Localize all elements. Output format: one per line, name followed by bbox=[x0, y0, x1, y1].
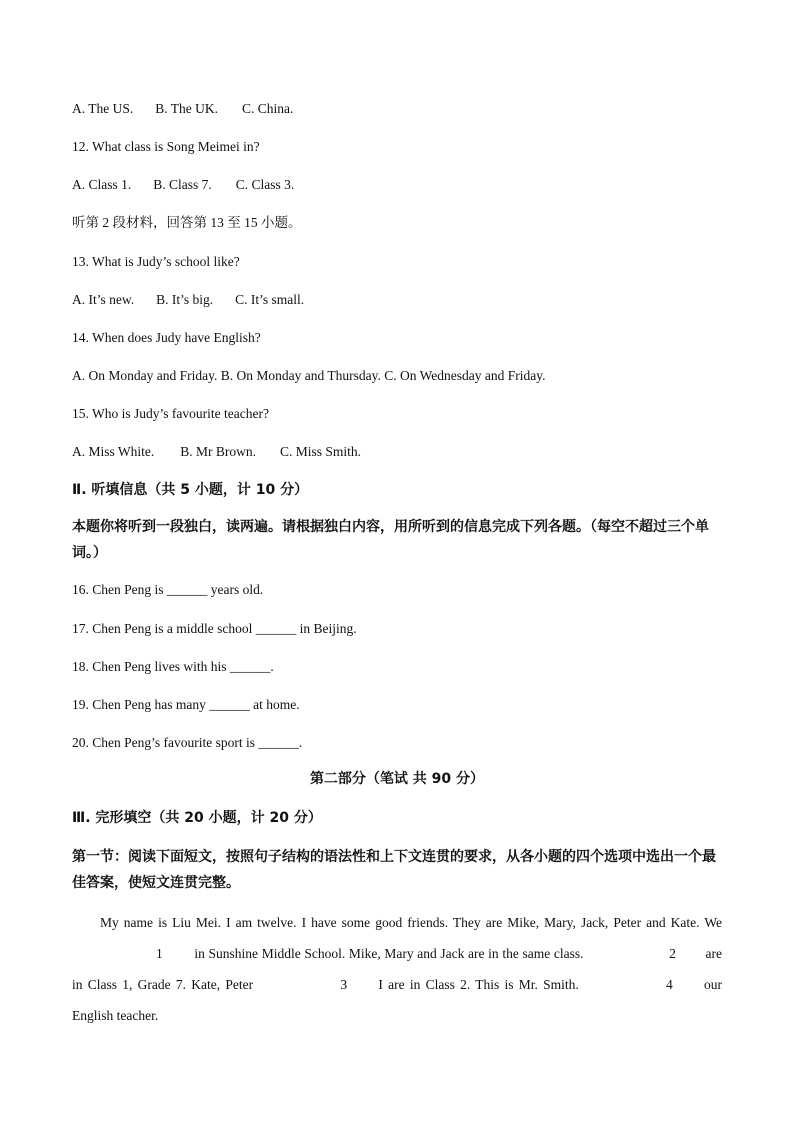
section2-instruction: 听第 2 段材料，回答第 13 至 15 小题。 bbox=[72, 215, 302, 230]
q12-options bbox=[72, 175, 722, 195]
q17-question: 17. Chen Peng is a middle school ______ in Beijing. bbox=[72, 621, 357, 636]
passage-text-1: My name is Liu Mei. I am twelve. I have some good friends. They are Mike, Mary, Jack, Peter and Kate. We bbox=[100, 915, 722, 930]
blank-4 bbox=[584, 969, 699, 1000]
cloze-passage bbox=[72, 907, 722, 1031]
q11-options bbox=[72, 99, 722, 119]
passage-text-4: I are in Class 2. This is Mr. Smith. bbox=[373, 977, 584, 992]
q15-question: 15. Who is Judy’s favourite teacher? bbox=[72, 406, 269, 421]
q15-option-a: A. Miss White. bbox=[72, 444, 155, 459]
q13-option-c: C. It’s small. bbox=[235, 292, 305, 307]
q13-options bbox=[72, 290, 722, 310]
blank-2-number: 2 bbox=[669, 946, 676, 961]
passage-text-5: our English teacher. bbox=[72, 977, 722, 1023]
part2-heading: Ⅱ. 听填信息（共 5 小题，计 10 分） bbox=[72, 482, 309, 498]
q13-question: 13. What is Judy’s school like? bbox=[72, 254, 240, 269]
q19-question: 19. Chen Peng has many ______ at home. bbox=[72, 697, 300, 712]
q11-option-a: A. The US. bbox=[72, 101, 134, 116]
q11-option-b: B. The UK. bbox=[155, 101, 219, 116]
q12-option-c: C. Class 3. bbox=[235, 177, 295, 192]
written-part-title: 第二部分（笔试 共 90 分） bbox=[309, 771, 485, 787]
q15-option-b: B. Mr Brown. bbox=[180, 444, 257, 459]
q14-options: A. On Monday and Friday. B. On Monday and Thursday. C. On Wednesday and Friday. bbox=[72, 368, 546, 383]
q20-question: 20. Chen Peng’s favourite sport is ______. bbox=[72, 735, 303, 750]
q14-question: 14. When does Judy have English? bbox=[72, 330, 261, 345]
q12-option-a: A. Class 1. bbox=[72, 177, 132, 192]
q11-option-c: C. China. bbox=[242, 101, 294, 116]
q12-option-b: B. Class 7. bbox=[153, 177, 212, 192]
blank-3-number: 3 bbox=[340, 977, 348, 992]
blank-2 bbox=[587, 938, 702, 969]
part3-heading: Ⅲ. 完形填空（共 20 小题，计 20 分） bbox=[72, 810, 322, 826]
blank-3 bbox=[258, 969, 373, 1000]
part3-instruction: 第一节：阅读下面短文，按照句子结构的语法性和上下文连贯的要求，从各小题的四个选项中选出一个最佳答案，使短文连贯完整。 bbox=[72, 849, 716, 891]
q18-question: 18. Chen Peng lives with his ______. bbox=[72, 659, 274, 674]
q15-option-c: C. Miss Smith. bbox=[280, 444, 362, 459]
passage-text-2: in Sunshine Middle School. Mike, Mary and Jack are in the same class. bbox=[190, 946, 588, 961]
q13-option-b: B. It’s big. bbox=[156, 292, 214, 307]
passage-text-3: are in Class 1, Grade 7. Kate, Peter bbox=[72, 946, 722, 992]
q13-option-a: A. It’s new. bbox=[72, 292, 135, 307]
q12-question: 12. What class is Song Meimei in? bbox=[72, 139, 260, 154]
blank-4-number: 4 bbox=[665, 977, 673, 992]
part2-instruction: 本题你将听到一段独白，读两遍。请根据独白内容，用所听到的信息完成下列各题。（每空不超过三个单词。） bbox=[72, 519, 709, 561]
blank-1-number: 1 bbox=[156, 946, 163, 961]
q15-options bbox=[72, 442, 722, 462]
q16-question: 16. Chen Peng is ______ years old. bbox=[72, 582, 264, 597]
blank-1 bbox=[72, 938, 191, 969]
